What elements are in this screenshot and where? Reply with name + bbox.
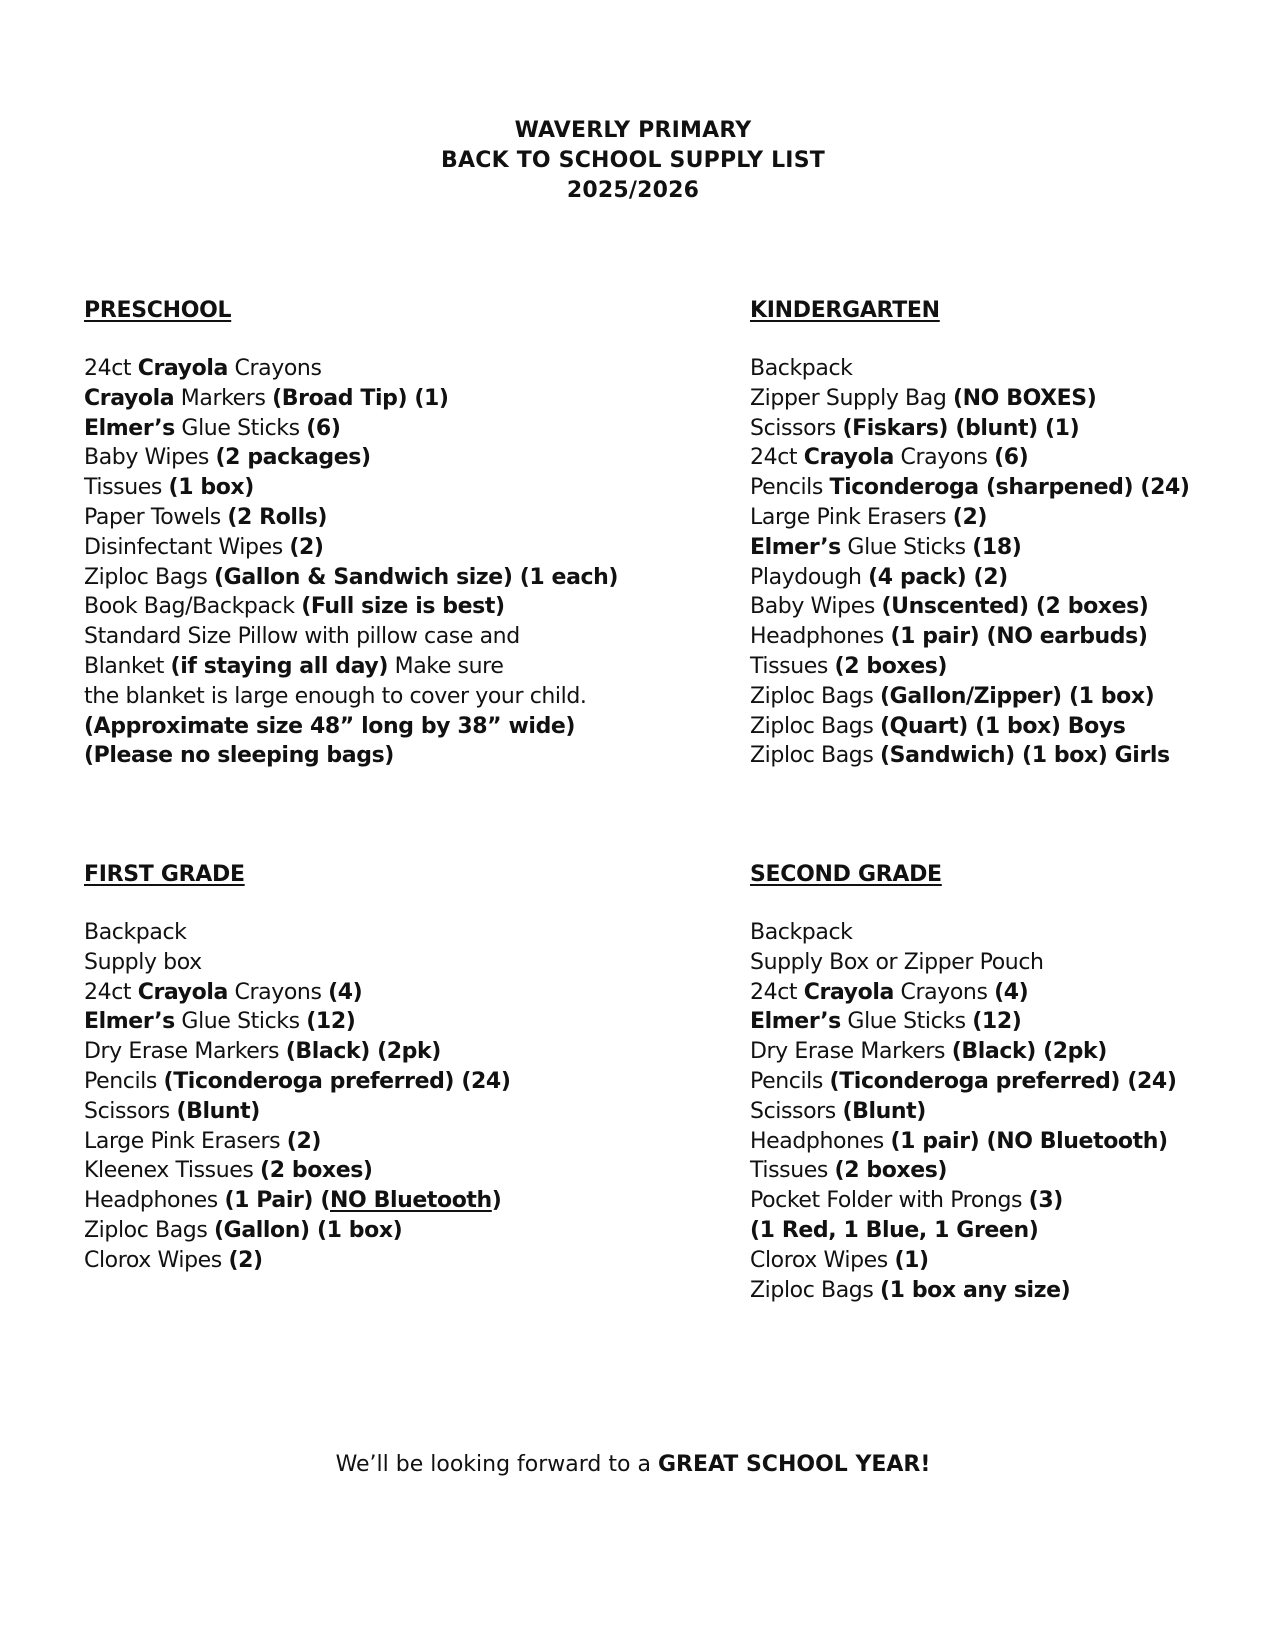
supply-item: [84, 1216, 624, 1246]
school-name: WAVERLY PRIMARY: [514, 118, 752, 143]
supply-item-text: Pencils: [750, 1068, 830, 1094]
supply-item: [750, 978, 1266, 1008]
supply-item-detail: (1 Red, 1 Blue, 1 Green): [750, 1217, 1039, 1243]
supply-item-detail: Elmer’s: [750, 1009, 841, 1035]
supply-item-text: Tissues: [84, 475, 169, 501]
supply-item-detail: (1 box any size): [880, 1277, 1071, 1303]
supply-item-detail: (1 box): [168, 475, 254, 501]
supply-item-detail: (2 packages): [215, 445, 371, 471]
supply-item-text: Headphones: [84, 1188, 225, 1214]
supply-item-text: Backpack: [750, 356, 853, 381]
supply-item-text: Glue Sticks: [174, 415, 307, 441]
supply-item-text: Tissues: [750, 1158, 835, 1184]
supply-item-detail: Crayola: [803, 445, 894, 471]
supply-item-text: Ziploc Bags: [750, 713, 881, 739]
section-heading: PRESCHOOL: [84, 298, 232, 323]
supply-item: [750, 1037, 1266, 1067]
supply-item: [750, 1276, 1266, 1306]
supply-list: [750, 354, 1266, 771]
supply-item-detail: (4 pack) (2): [868, 564, 1008, 590]
supply-item: [750, 1246, 1266, 1276]
supply-item-detail: (NO BOXES): [952, 385, 1097, 411]
supply-item-text: Glue Sticks: [840, 1009, 973, 1035]
supply-item-detail: (Blunt): [842, 1098, 926, 1124]
supply-item-text: Large Pink Erasers: [750, 504, 953, 530]
supply-item: [84, 1246, 624, 1276]
closing-lead: We’ll be looking forward to a: [335, 1452, 658, 1477]
supply-item-detail: (4): [994, 979, 1029, 1005]
supply-item: [750, 682, 1266, 712]
supply-item-text: Standard Size Pillow with pillow case and: [84, 624, 520, 650]
supply-item-text: Kleenex Tissues: [84, 1158, 261, 1184]
supply-item-text: Blanket: [84, 653, 171, 679]
supply-item-text: 24ct: [84, 356, 138, 381]
supply-item-detail: ): [491, 1188, 502, 1214]
supply-item-text: Dry Erase Markers: [750, 1039, 952, 1065]
supply-item-detail: Crayola: [84, 385, 175, 411]
supply-item-text: Pencils: [750, 475, 830, 501]
supply-item-detail: Crayola: [137, 356, 228, 381]
document-header: [0, 116, 1266, 206]
supply-item-text: Clorox Wipes: [84, 1247, 229, 1273]
supply-item: [84, 622, 624, 652]
supply-item: [750, 741, 1266, 771]
supply-item: [750, 1216, 1266, 1246]
supply-item: [84, 414, 624, 444]
supply-item: [84, 1067, 624, 1097]
supply-item-text: Scissors: [750, 415, 843, 441]
supply-item-text: Crayons: [227, 979, 329, 1005]
supply-item-detail: [330, 1188, 492, 1213]
supply-item: [84, 443, 624, 473]
supply-item: [84, 978, 624, 1008]
supply-item: [84, 533, 624, 563]
section-first-grade: [84, 860, 624, 1276]
supply-item-text: Ziploc Bags: [84, 564, 215, 590]
supply-item-detail: (Ticonderoga preferred) (24): [163, 1068, 511, 1094]
supply-item-text: Baby Wipes: [750, 594, 882, 620]
section-kindergarten: [750, 296, 1266, 771]
supply-item-text: Crayons: [893, 979, 995, 1005]
supply-item: [84, 1097, 624, 1127]
supply-item-text: the blanket is large enough to cover your child.: [84, 683, 587, 709]
supply-item-text: 24ct: [750, 445, 804, 471]
supply-item-detail: (2 Rolls): [227, 504, 328, 530]
supply-item-detail: (Full size is best): [301, 594, 505, 620]
supply-item: [750, 622, 1266, 652]
supply-item: [750, 1097, 1266, 1127]
supply-item: [84, 1156, 624, 1186]
supply-item: [750, 414, 1266, 444]
supply-item: [750, 1007, 1266, 1037]
supply-item-text: Playdough: [750, 564, 869, 590]
supply-item-detail: (1 pair) (NO Bluetooth): [890, 1128, 1168, 1154]
supply-item: [84, 1186, 624, 1216]
supply-item: [84, 563, 624, 593]
supply-item-detail: (Gallon) (1 box): [214, 1217, 403, 1243]
supply-item: [84, 384, 624, 414]
supply-item-detail: (Approximate size 48” long by 38” wide): [84, 713, 576, 739]
supply-item-detail: Ticonderoga (sharpened) (24): [829, 475, 1190, 501]
supply-item-detail: (Quart) (1 box) Boys: [880, 713, 1126, 739]
supply-item-detail: (2): [952, 504, 988, 530]
supply-item-detail: (6): [994, 445, 1029, 471]
supply-list: [84, 918, 624, 1276]
supply-item-text: Scissors: [84, 1098, 177, 1124]
section-heading: FIRST GRADE: [84, 862, 245, 887]
supply-item: [750, 712, 1266, 742]
supply-item-text: Ziploc Bags: [750, 1277, 881, 1303]
supply-item-text: Paper Towels: [84, 504, 228, 530]
supply-item-text: Supply box: [84, 949, 202, 975]
supply-item-text: Pencils: [84, 1068, 164, 1094]
supply-list: [750, 918, 1266, 1305]
supply-item: [84, 918, 624, 948]
supply-item-detail: (Gallon & Sandwich size) (1 each): [214, 564, 619, 590]
supply-item: [750, 354, 1266, 384]
supply-item-detail: (2): [286, 1128, 322, 1154]
supply-item-text: Make sure: [388, 653, 504, 679]
supply-item-text: Crayons: [893, 445, 995, 471]
supply-item-text: Headphones: [750, 624, 891, 650]
supply-item: [750, 1127, 1266, 1157]
supply-item: [84, 1037, 624, 1067]
supply-item: [84, 948, 624, 978]
supply-item-text: Pocket Folder with Prongs: [750, 1188, 1029, 1214]
supply-item: [84, 592, 624, 622]
supply-item-text: Backpack: [84, 920, 187, 945]
supply-item-text: Markers: [174, 385, 273, 411]
supply-item-detail: (2 boxes): [834, 1158, 948, 1184]
supply-item-detail: (12): [306, 1009, 356, 1035]
supply-item-text: Large Pink Erasers: [84, 1128, 287, 1154]
supply-item: [84, 1007, 624, 1037]
document-title: BACK TO SCHOOL SUPPLY LIST: [441, 148, 825, 173]
supply-item-text: 24ct: [84, 979, 138, 1005]
supply-item-detail: (Please no sleeping bags): [84, 743, 394, 769]
supply-item-detail: (Broad Tip) (1): [272, 385, 449, 411]
supply-item-detail: Elmer’s: [750, 534, 841, 560]
supply-item: [750, 1186, 1266, 1216]
supply-item-text: Ziploc Bags: [750, 683, 881, 709]
supply-item-text: Disinfectant Wipes: [84, 534, 290, 560]
supply-item-text: Baby Wipes: [84, 445, 216, 471]
supply-item: [84, 652, 624, 682]
closing-message: [0, 1450, 1266, 1480]
supply-item: [750, 1156, 1266, 1186]
supply-item: [750, 592, 1266, 622]
supply-item: [84, 473, 624, 503]
supply-item: [750, 473, 1266, 503]
supply-item: [750, 443, 1266, 473]
supply-item-detail: (1 pair) (NO earbuds): [890, 624, 1148, 650]
section-heading: KINDERGARTEN: [750, 298, 940, 323]
supply-item-text: Book Bag/Backpack: [84, 594, 302, 620]
supply-item-detail: (2): [289, 534, 324, 560]
supply-item-detail: (3): [1028, 1188, 1063, 1214]
supply-item-detail: (2 boxes): [260, 1158, 373, 1184]
supply-item: [84, 682, 624, 712]
supply-item-detail: (4): [328, 979, 363, 1005]
supply-item: [750, 948, 1266, 978]
supply-item-text: Clorox Wipes: [750, 1247, 895, 1273]
supply-item-text: Dry Erase Markers: [84, 1039, 286, 1065]
supply-item: [84, 1127, 624, 1157]
supply-item-detail: Crayola: [803, 979, 894, 1005]
supply-item: [84, 741, 624, 771]
supply-item-detail: (12): [972, 1009, 1022, 1035]
supply-item-text: Backpack: [750, 920, 853, 945]
supply-item-text: Headphones: [750, 1128, 891, 1154]
supply-item-detail: Elmer’s: [84, 415, 175, 441]
supply-item-text: Zipper Supply Bag: [750, 385, 953, 411]
supply-item-detail: (18): [972, 534, 1022, 560]
supply-item-detail: Elmer’s: [84, 1009, 175, 1035]
supply-item-detail: (Blunt): [176, 1098, 260, 1124]
supply-item-detail: (Gallon/Zipper) (1 box): [880, 683, 1155, 709]
supply-item-detail: (Sandwich) (1 box) Girls: [880, 743, 1170, 769]
supply-item: [750, 652, 1266, 682]
supply-item-detail: (1 Pair) (: [224, 1188, 330, 1214]
section-second-grade: [750, 860, 1266, 1305]
section-preschool: [84, 296, 624, 771]
supply-item-text: Ziploc Bags: [750, 743, 881, 769]
supply-item-detail: (1): [894, 1247, 929, 1273]
supply-item: [750, 384, 1266, 414]
supply-item-text: Crayons: [227, 356, 322, 381]
supply-item: [84, 354, 624, 384]
supply-list: [84, 354, 624, 771]
supply-item-detail: (Fiskars) (blunt) (1): [842, 415, 1080, 441]
supply-item: [84, 712, 624, 742]
supply-item-detail: (6): [306, 415, 341, 441]
supply-item-detail: (Black) (2pk): [285, 1039, 441, 1065]
supply-item-detail: (if staying all day): [170, 653, 389, 679]
supply-item: [750, 533, 1266, 563]
supply-item-detail: (2): [228, 1247, 263, 1273]
supply-item-text: Glue Sticks: [840, 534, 973, 560]
supply-item-detail: (Black) (2pk): [951, 1039, 1107, 1065]
supply-item-detail: (Ticonderoga preferred) (24): [829, 1068, 1177, 1094]
supply-item-detail: Crayola: [137, 979, 228, 1005]
supply-item-text: 24ct: [750, 979, 804, 1005]
supply-item: [750, 503, 1266, 533]
closing-emphasis: GREAT SCHOOL YEAR!: [657, 1452, 931, 1477]
underlined-text: NO Bluetooth: [330, 1188, 492, 1214]
supply-item-text: Supply Box or Zipper Pouch: [750, 949, 1044, 975]
supply-item-text: Tissues: [750, 653, 835, 679]
supply-item: [750, 918, 1266, 948]
supply-item-text: Ziploc Bags: [84, 1217, 215, 1243]
section-heading: SECOND GRADE: [750, 862, 942, 887]
supply-item: [750, 563, 1266, 593]
supply-item: [750, 1067, 1266, 1097]
supply-item-detail: (2 boxes): [834, 653, 948, 679]
supply-item-text: Scissors: [750, 1098, 843, 1124]
supply-item-detail: (Unscented) (2 boxes): [881, 594, 1149, 620]
supply-item: [84, 503, 624, 533]
supply-item-text: Glue Sticks: [174, 1009, 307, 1035]
school-year: 2025/2026: [566, 178, 700, 203]
